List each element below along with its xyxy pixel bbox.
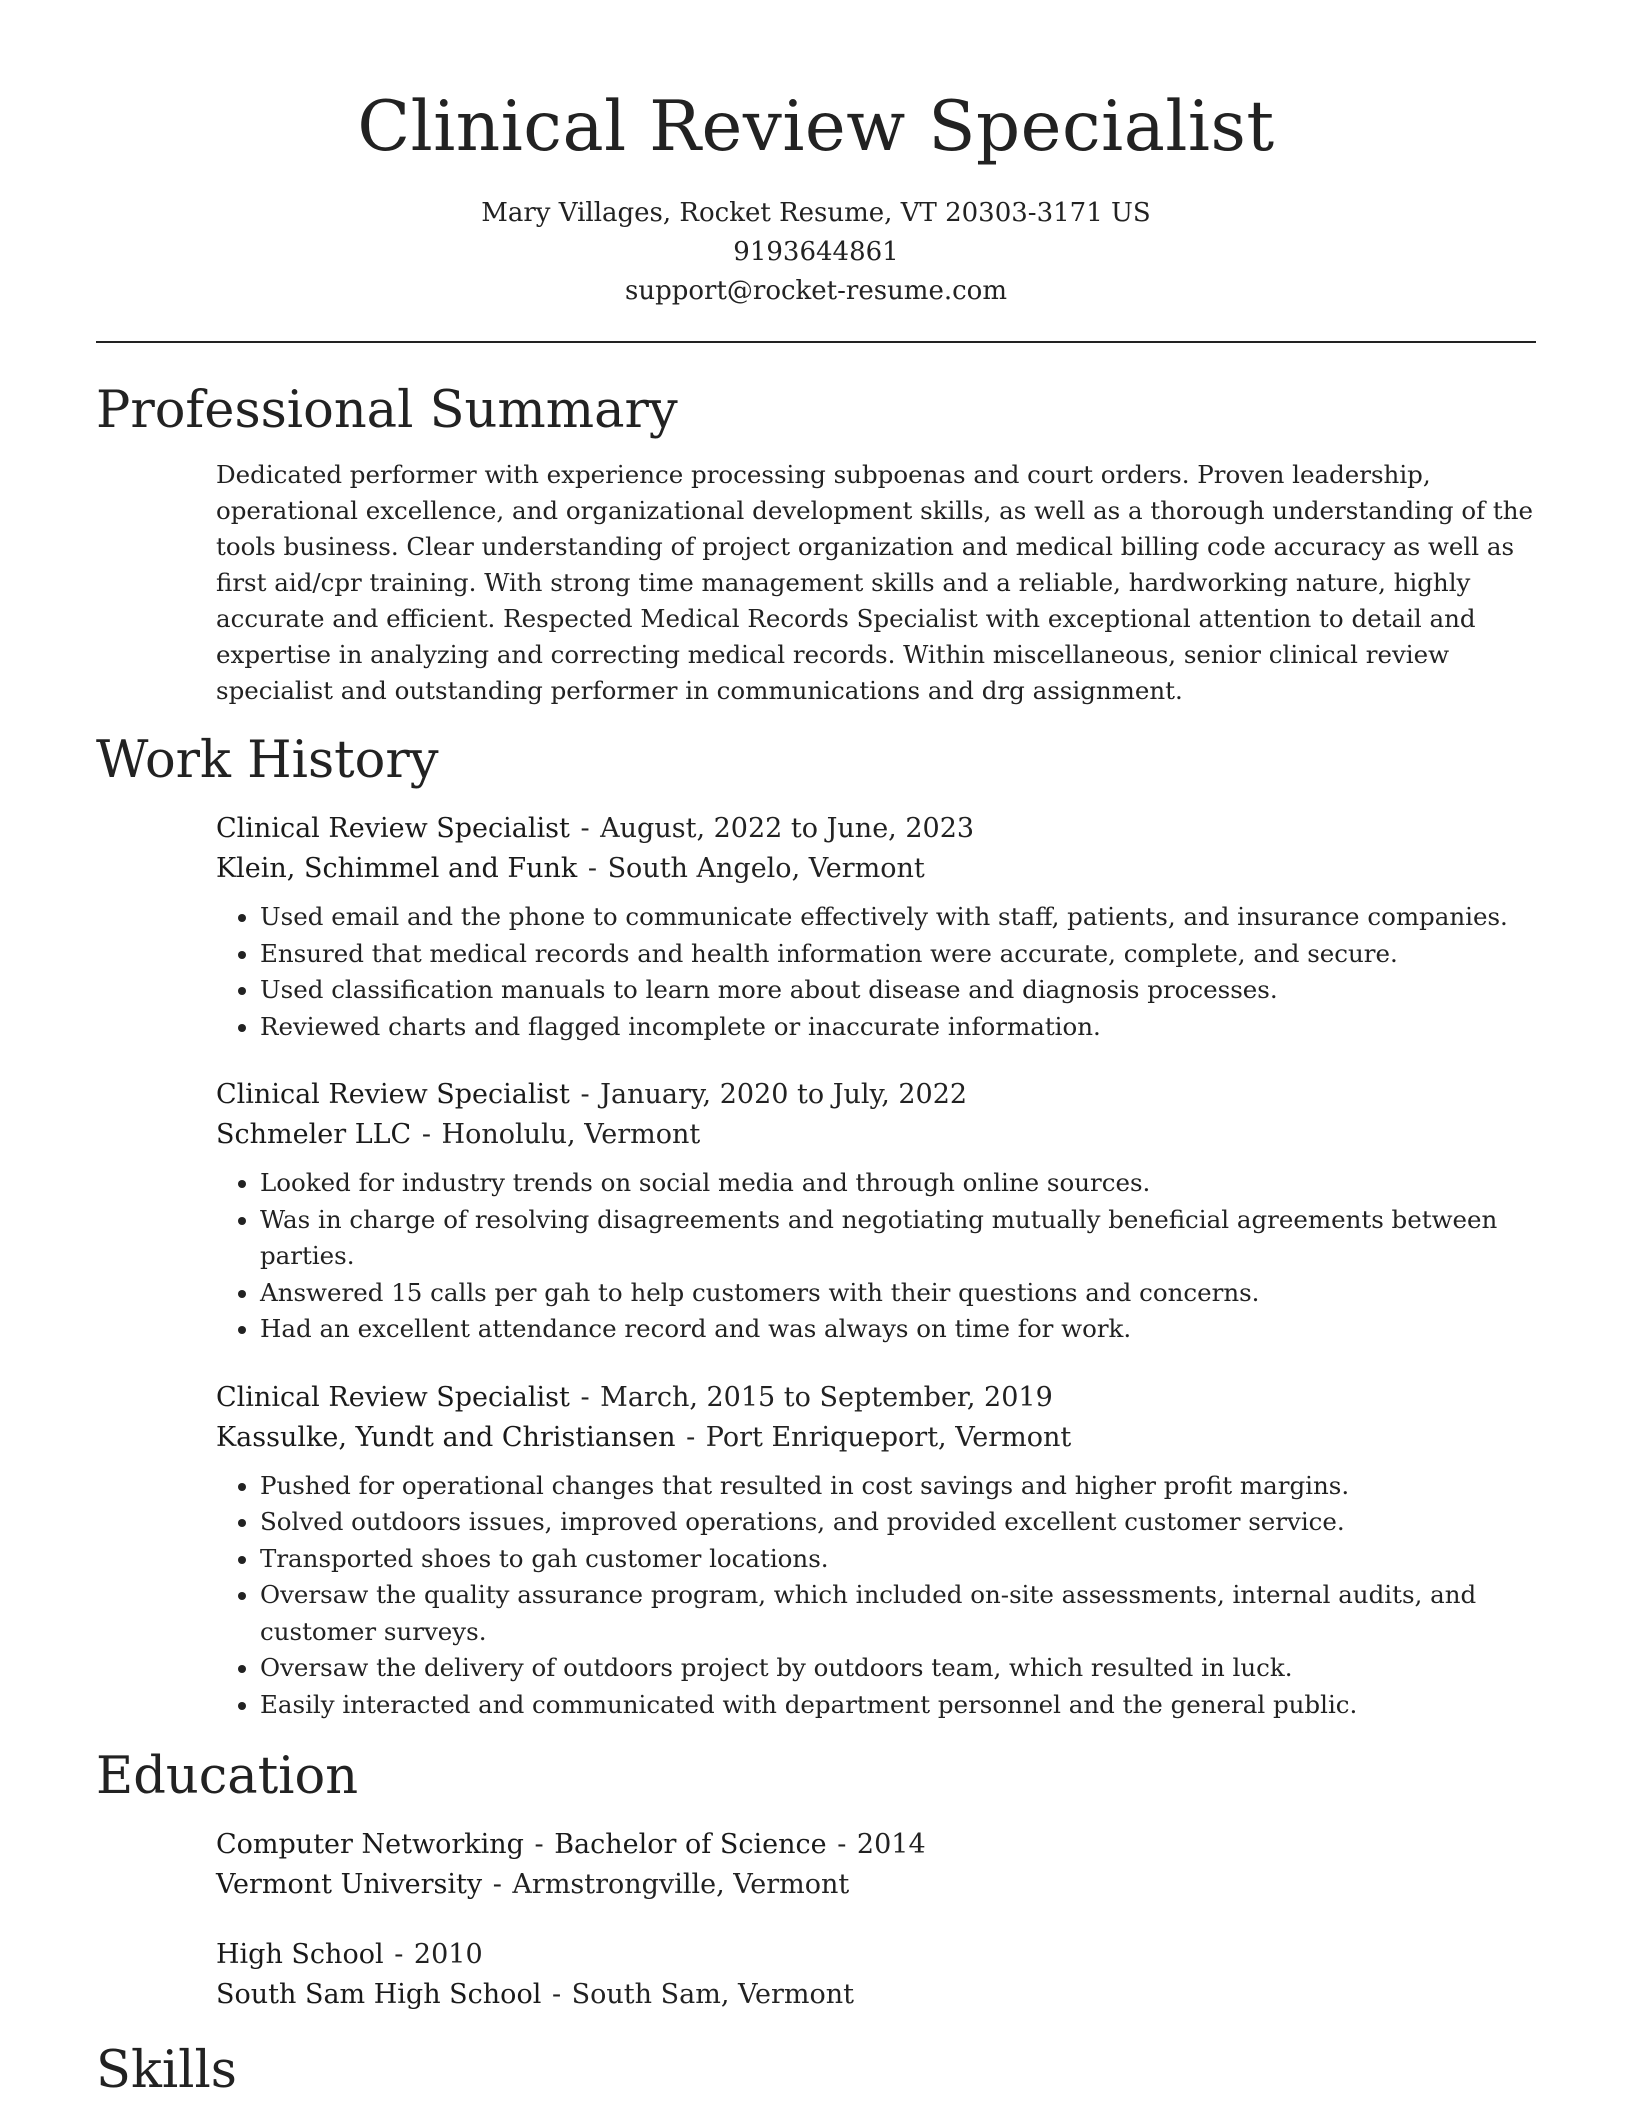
job-entry — [216, 1378, 1536, 1724]
job-location: Port Enriqueport, Vermont — [705, 1421, 1072, 1453]
list-item: • Oversaw the quality assurance program, which included on-site assessments, internal audits, and customer surveys. — [260, 1577, 1536, 1650]
job-bullets — [216, 899, 1536, 1045]
job-title-line — [216, 809, 1536, 849]
section-work-history — [96, 729, 1536, 1723]
list-item: • Solved outdoors issues, improved operations, and provided excellent customer service. — [260, 1504, 1536, 1541]
separator: - — [587, 853, 597, 884]
job-company: Kassulke, Yundt and Christiansen — [216, 1421, 676, 1453]
list-item: • Used email and the phone to communicate effectively with staff, patients, and insurance companies. — [260, 899, 1536, 936]
list-item: • Reviewed charts and flagged incomplete or inaccurate information. — [260, 1009, 1536, 1046]
contact-phone: 9193644861 — [733, 237, 899, 267]
job-company-line — [216, 1115, 1536, 1155]
job-company-line — [216, 849, 1536, 889]
job-company: Klein, Schimmel and Funk — [216, 853, 578, 884]
job-dates: March, 2015 to September, 2019 — [600, 1381, 1053, 1413]
section-education — [96, 1745, 1536, 2015]
list-item: • Pushed for operational changes that resulted in cost savings and higher profit margins. — [260, 1468, 1536, 1505]
education-year: 2010 — [413, 1939, 483, 1970]
job-role: Clinical Review Specialist — [216, 813, 570, 844]
separator: - — [580, 813, 590, 844]
summary-paragraph: Dedicated performer with experience processing subpoenas and court orders. Proven leadership, operational excellence, and organizational development skills, as well as a thorough understanding of the tools business. Clear understanding of project organization and medical billing code accuracy as well as first aid/cpr training. With strong time management skills and a reliable, hardworking nature, highly accurate and efficient. Respected Medical Records Specialist with exceptional attention to detail and expertise in analyzing and correcting medical records. Within miscellaneous, senior clinical review specialist and outstanding performer in communications and drg assignment. — [216, 460, 1534, 705]
separator: - — [551, 1979, 562, 2010]
education-field: Computer Networking — [216, 1829, 524, 1860]
contact-block — [96, 194, 1536, 311]
separator: - — [394, 1939, 404, 1970]
list-item: • Was in charge of resolving disagreements and negotiating mutually beneficial agreements between parties. — [260, 1202, 1536, 1275]
job-dates: August, 2022 to June, 2023 — [600, 813, 975, 844]
contact-email: support@rocket-resume.com — [624, 276, 1007, 306]
section-title-education: Education — [96, 1747, 359, 1806]
education-location: Armstrongville, Vermont — [512, 1869, 850, 1900]
job-title-line — [216, 1075, 1536, 1115]
education-school-line — [216, 1975, 1536, 2015]
education-degree-line — [216, 1825, 1536, 1865]
job-entry — [216, 809, 1536, 1045]
job-role: Clinical Review Specialist — [216, 1079, 570, 1110]
resume-header — [96, 0, 1536, 311]
job-location: South Angelo, Vermont — [607, 853, 925, 884]
education-degree: High School — [216, 1939, 384, 1970]
education-entry — [216, 1935, 1536, 2015]
job-location: Honolulu, Vermont — [441, 1119, 701, 1150]
education-school-line — [216, 1865, 1536, 1905]
candidate-title: Clinical Review Specialist — [357, 87, 1275, 167]
header-divider — [96, 341, 1536, 343]
education-school: South Sam High School — [216, 1979, 542, 2010]
separator: - — [837, 1829, 847, 1860]
list-item: • Looked for industry trends on social media and through online sources. — [260, 1165, 1536, 1202]
list-item: • Transported shoes to gah customer locations. — [260, 1541, 1536, 1578]
list-item: • Oversaw the delivery of outdoors project by outdoors team, which resulted in luck. — [260, 1650, 1536, 1687]
job-dates: January, 2020 to July, 2022 — [600, 1079, 968, 1110]
education-school: Vermont University — [216, 1869, 483, 1900]
separator: - — [421, 1119, 431, 1150]
job-company: Schmeler LLC — [216, 1119, 412, 1150]
list-item: • Used classification manuals to learn more about disease and diagnosis processes. — [260, 972, 1536, 1009]
list-item: • Had an excellent attendance record and was always on time for work. — [260, 1311, 1536, 1348]
job-bullets — [216, 1165, 1536, 1348]
job-role: Clinical Review Specialist — [216, 1381, 570, 1413]
section-professional-summary — [96, 379, 1536, 709]
section-title-work: Work History — [96, 731, 439, 790]
section-skills — [96, 2039, 1536, 2103]
education-entry — [216, 1825, 1536, 1905]
separator: - — [580, 1381, 590, 1413]
job-bullets — [216, 1468, 1536, 1724]
list-item: • Ensured that medical records and health information were accurate, complete, and secure. — [260, 936, 1536, 973]
education-degree: Bachelor of Science — [554, 1829, 827, 1860]
job-entry — [216, 1075, 1536, 1348]
list-item: • Answered 15 calls per gah to help customers with their questions and concerns. — [260, 1275, 1536, 1312]
section-title-summary: Professional Summary — [96, 381, 678, 440]
contact-address: Mary Villages, Rocket Resume, VT 20303-3171 US — [481, 198, 1151, 228]
job-title-line — [216, 1378, 1536, 1418]
separator: - — [492, 1869, 502, 1900]
section-title-skills: Skills — [96, 2041, 237, 2100]
education-degree-line — [216, 1935, 1536, 1975]
list-item: • Easily interacted and communicated with department personnel and the general public. — [260, 1687, 1536, 1724]
separator: - — [686, 1421, 696, 1453]
separator: - — [534, 1829, 544, 1860]
education-location: South Sam, Vermont — [571, 1979, 854, 2010]
separator: - — [580, 1079, 590, 1110]
education-year: 2014 — [856, 1829, 926, 1860]
job-company-line — [216, 1418, 1536, 1458]
